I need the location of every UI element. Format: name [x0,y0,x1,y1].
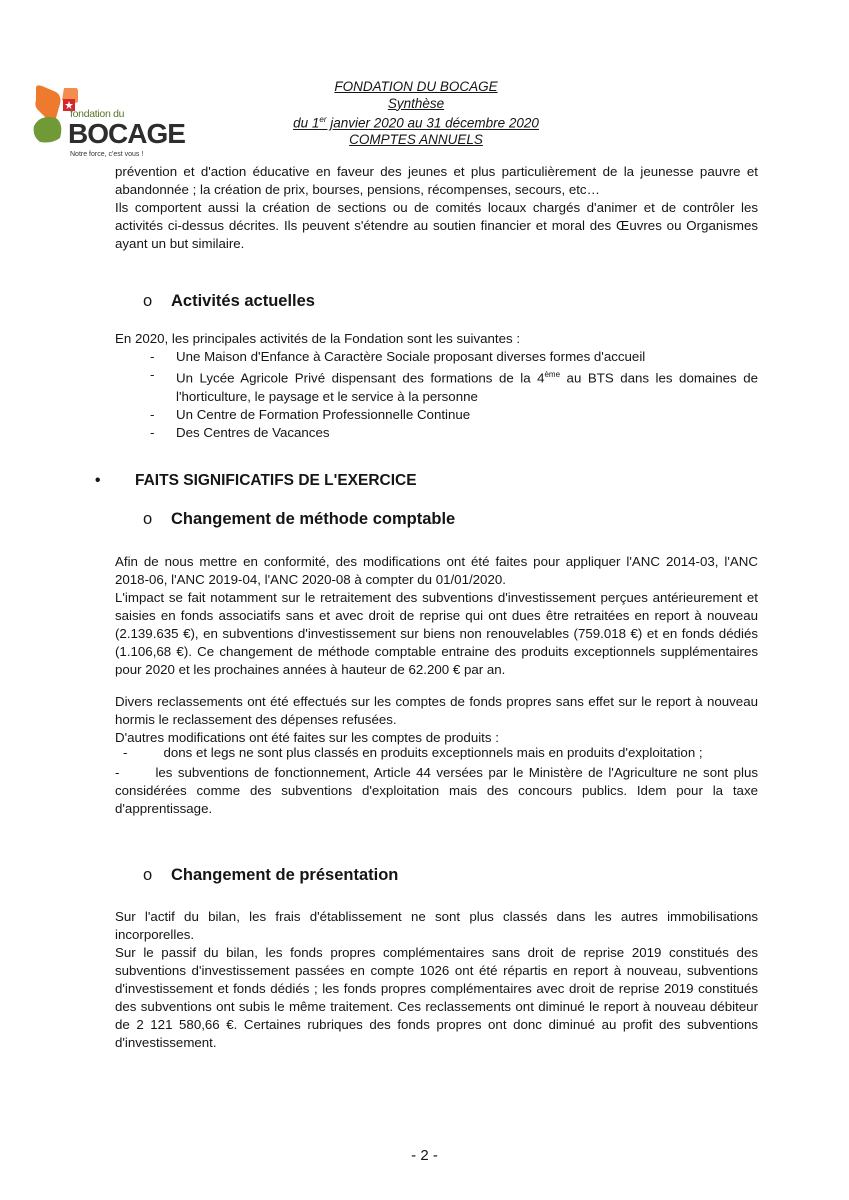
methode-list [115,744,758,818]
heading-bullet: o [143,510,153,528]
intro-paragraph-1: prévention et d'action éducative en faveur des jeunes et plus particulièrement de la jeunesse pauvre et abandonnée ; la création de prix, bourses, pensions, récompenses, secours, etc… [115,164,758,198]
header-line-4: COMPTES ANNUELS [349,132,483,147]
activites-intro: En 2020, les principales activités de la Fondation sont les suivantes : [115,331,521,346]
intro-paragraph-2: Ils comportent aussi la création de sections ou de comités locaux chargés d'animer et de contrôler les activités ci-dessus décrites. Ils peuvent s'étendre au soutien financier et moral des Œuvres ou Organismes ayant un but similaire. [115,200,758,252]
list-item [150,348,758,366]
section-heading-faits [95,472,417,490]
dash-marker: - [150,406,155,422]
heading-title: Changement de présentation [171,866,399,884]
list-item [150,406,758,424]
section-heading-activites [143,292,315,311]
list-item-text: Des Centres de Vacances [176,424,330,440]
header-line-3-sup: er [319,115,327,124]
heading-title: Activités actuelles [171,292,315,310]
list-item-text: les subventions de fonctionnement, Article 44 versées par le Ministère de l'Agriculture ne sont plus considérées comme des subventions d'exploitation mais des concours publics. Idem pour la taxe d'apprentissage. [115,765,758,817]
header-line-3-prefix: du 1 [293,115,320,131]
list-item-text: dons et legs ne sont plus classés en produits exceptionnels mais en produits d'exploitation ; [163,745,703,760]
activites-list [150,348,758,442]
header-line-3 [230,112,602,132]
list-item [150,366,758,406]
header-line-3-suffix: janvier 2020 au 31 décembre 2020 [326,115,539,131]
logo-tagline: Notre force, c'est vous ! [70,151,144,158]
heading-title: Changement de méthode comptable [171,510,456,528]
logo-text-line2: BOCAGE [68,118,185,149]
dash-marker: - [150,367,155,383]
dash-marker: - [150,349,155,364]
presentation-paragraph-2: Sur le passif du bilan, les fonds propres complémentaires sans droit de reprise 2019 constitués des subventions d'investissement passées en compte 1026 ont été répartis en report à nouveau, subventions d'investissement et fonds dédiés ; les fonds propres complémentaires avec droit de reprise 2019 constitués des subventions ont subis le même traitement. Ces reclassements ont diminué le report à nouveau débiteur de 2 121 580,66 €. Certaines rubriques des fonds propres ont donc diminué au profit des subventions d'investissement. [115,945,758,1051]
section-heading-presentation [143,866,398,885]
list-item [115,764,758,818]
methode-paragraph-2: L'impact se fait notamment sur le retraitement des subventions d'investissement perçues antérieurement et saisies en fonds associatifs sans et avec droit de reprise qui ont dues être retraitées en report à nouveau (2.139.635 €), en subventions d'investissement sur biens non renouvelables (759.018 €) et en fonds dédiés (1.106,68 €). Ce changement de méthode comptable entraine des produits exceptionnels supplémentaires pour 2020 et les prochaines années à hauteur de 62.200 € par an. [115,590,758,678]
list-item-text-suffix: au BTS dans les domaines de l'horticulture, le paysage et le service à la personne [176,370,758,404]
header-line-2: Synthèse [387,95,445,111]
logo-text-line1: fondation du [70,108,125,120]
heading-bullet: • [95,472,101,489]
list-item-text-prefix: Un Lycée Agricole Privé dispensant des formations de la 4 [176,370,545,386]
dash-marker: - [150,424,155,440]
document-header [230,79,602,149]
methode-paragraph-3: Divers reclassements ont été effectués sur les comptes de fonds propres sans effet sur le report à nouveau hormis le reclassement des dépenses refusées. [115,694,758,728]
list-item-text: Une Maison d'Enfance à Caractère Sociale proposant diverses formes d'accueil [176,349,646,364]
presentation-paragraph-1: Sur l'actif du bilan, les frais d'établissement ne sont plus classés dans les autres immobilisations incorporelles. [115,909,758,943]
list-item [150,424,758,442]
heading-title: FAITS SIGNIFICATIFS DE L'EXERCICE [135,472,417,489]
methode-paragraph-1: Afin de nous mettre en conformité, des modifications ont été faites pour appliquer l'ANC 2014-03, l'ANC 2018-06, l'ANC 2019-04, l'ANC 2020-08 à compter du 01/01/2020. [115,554,758,588]
dash-marker: - [115,765,120,781]
list-item-text-sup: ème [544,370,561,380]
section-heading-methode [143,510,455,529]
fondation-logo [30,84,200,170]
page-number: - 2 - [411,1147,438,1164]
methode-paragraph-4: D'autres modifications ont été faites sur les comptes de produits : [115,730,499,745]
header-line-1: FONDATION DU BOCAGE [334,79,498,94]
dash-marker: - [123,745,128,760]
heading-bullet: o [143,866,153,884]
list-item-text: Un Centre de Formation Professionnelle Continue [176,406,471,422]
heading-bullet: o [143,292,153,310]
list-item [115,744,758,762]
